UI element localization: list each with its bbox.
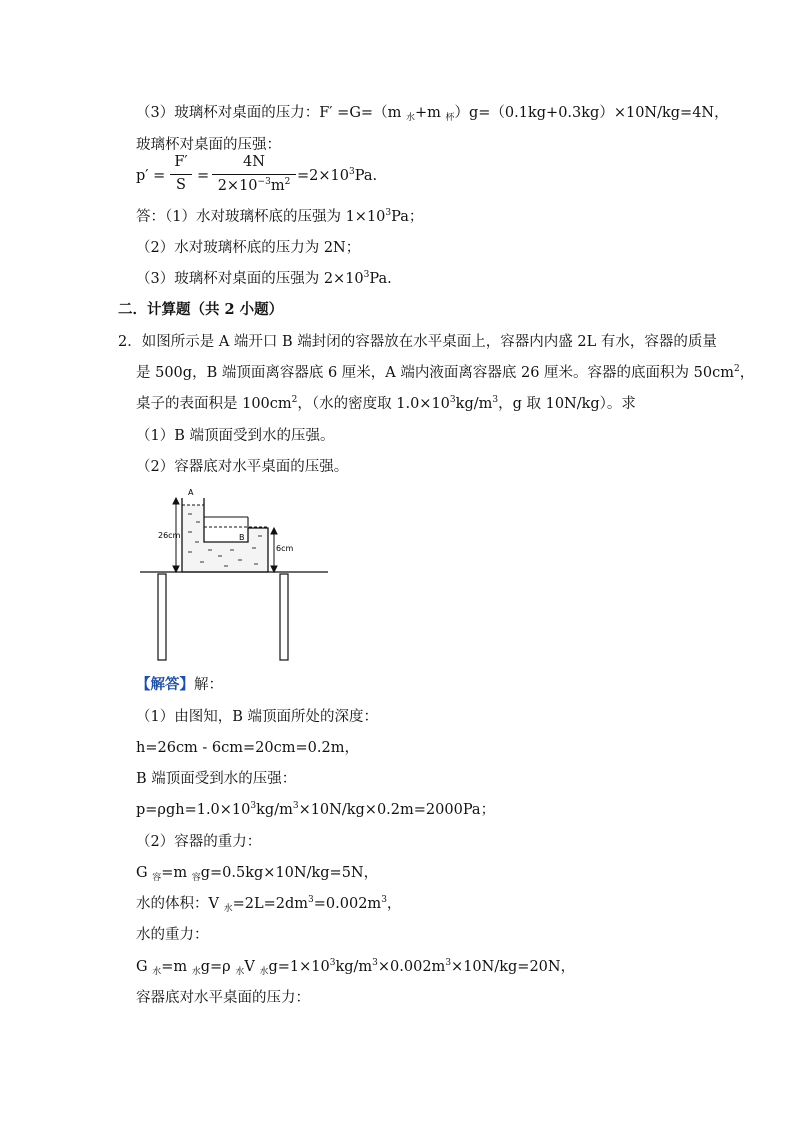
fraction1-denominator: S [176, 177, 186, 193]
solution-line3: B 端顶面受到水的压强： [136, 771, 297, 787]
solution-line1: （1）由图知，B 端顶面所处的深度： [136, 709, 378, 725]
table-leg-right [280, 574, 288, 660]
problem2-line3: 桌子的表面积是 $100cm^2$，（水的密度取 $1.0\times 10^3kg/m^3$，g 取 10N/kg）。求 [136, 395, 636, 412]
solution-line9: G $_水$=m $_水$g=ρ $_水$V $_水g=1\times 10^3kg/m^3\times 0.002m^3\times 10N/kg=20N$， [136, 958, 576, 977]
table-leg-left [158, 574, 166, 660]
question2: （2）容器底对水平桌面的压强。 [136, 459, 349, 475]
solution-line5: （2）容器的重力： [136, 834, 262, 850]
question1: （1）B 端顶面受到水的压强。 [136, 428, 335, 444]
fraction2-numerator: 4N [243, 154, 265, 170]
solution-line7: 水的体积：V $_水=2L=2dm^3=0.002m^3$， [136, 895, 402, 914]
part3-line1: （3）玻璃杯对桌面的压力：F′ =G=（m $_水$+m $_杯$）g=（0.1kg+0.3kg）×10N/kg=4N， [136, 105, 729, 123]
part3-line2: 玻璃杯对桌面的压强： [136, 137, 281, 153]
pressure-formula-prefix: p′ = [136, 168, 166, 184]
label-b: B [239, 533, 245, 542]
fraction2-bar [212, 174, 296, 175]
container-diagram [138, 488, 338, 668]
fraction1-numerator: F′ [174, 154, 188, 170]
section-title: 二．计算题（共 2 小题） [118, 301, 284, 318]
solution-line2: h=26cm - 6cm=20cm=0.2m， [136, 740, 359, 756]
solution-tag-line: 【解答】解： [136, 676, 223, 693]
answer-line2: （2）水对玻璃杯底的压力为 2N； [136, 240, 361, 256]
water-fill [182, 505, 268, 572]
problem2-line2: 是 500g，B 端顶面离容器底 6 厘米，A 端内液面离容器底 26 厘米。容器的底面积为 $50cm^2$， [136, 364, 755, 381]
label-6cm: 6cm [276, 544, 294, 553]
answer-line3: （3）玻璃杯对桌面的压强为 $2\times 10^3Pa$. [136, 270, 392, 287]
solution-line8: 水的重力： [136, 927, 209, 943]
fraction2-denominator: $2\times 10^{-3}m^2$ [217, 177, 291, 194]
solution-tag: 【解答】 [136, 676, 194, 693]
label-a: A [188, 488, 194, 497]
solution-line10: 容器底对水平桌面的压力： [136, 990, 310, 1006]
pressure-result: $=2\times 10^3Pa$. [297, 167, 378, 184]
solution-line4: $p=\rho gh=1.0\times 10^3kg/m^3\times 10N/kg\times 0.2m=2000Pa$； [136, 801, 496, 818]
answer-line1: 答：（1）水对玻璃杯底的压强为 $1\times 10^3Pa$； [136, 208, 424, 225]
equals-sign: = [197, 168, 210, 184]
solution-line6: G $_容$=m $_容$g=0.5kg×10N/kg=5N， [136, 865, 379, 883]
label-26cm: 26cm [158, 531, 181, 540]
problem2-line1: 2．如图所示是 A 端开口 B 端封闭的容器放在水平桌面上，容器内内盛 2L 有水，容器的质量 [118, 334, 717, 350]
fraction1-bar [170, 174, 192, 175]
